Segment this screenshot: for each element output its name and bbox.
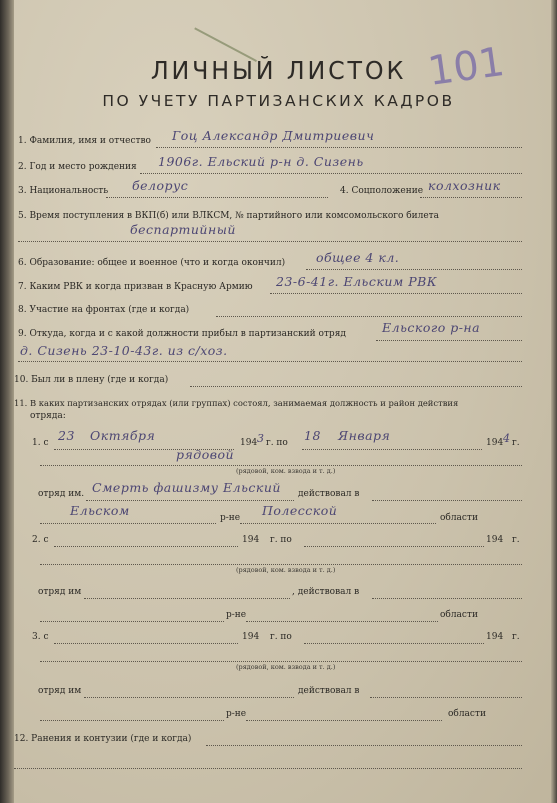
entry-1-acted-line (372, 500, 522, 501)
entry-3-detachment-label: отряд им (38, 686, 82, 696)
entry-3-from-line (54, 643, 238, 644)
field-9-label: 9. Откуда, когда и с какой должности прибыл в партизанский отряд (18, 329, 346, 339)
entry-2-region-label: области (440, 610, 478, 620)
entry-1-position: рядовой (176, 447, 235, 462)
entry-2-to-label: г. по (270, 535, 292, 545)
entry-2-g: г. (512, 535, 520, 545)
entry-1-detachment: Смерть фашизму Ельский (92, 480, 281, 495)
entry-1-district-line (40, 523, 216, 524)
field-6-label: 6. Образование: общее и военное (что и когда окончил) (18, 258, 286, 268)
entry-1-to-label: г. по (266, 438, 288, 448)
entry-2-region-line (246, 621, 438, 622)
entry-1-detachment-line (86, 500, 294, 501)
entry-3-region-label: области (448, 709, 486, 719)
entry-2-year-to-prefix: 194 (486, 535, 504, 545)
field-1-line (156, 147, 522, 148)
field-10-label: 10. Был ли в плену (где и когда) (14, 375, 169, 385)
field-4-line (420, 197, 522, 198)
field-9-value-1: Ельского р-на (382, 320, 481, 335)
entry-1-number: 1. с (32, 438, 49, 448)
entry-3-district-label: р-не (226, 709, 247, 719)
entry-3-district-line (40, 720, 224, 721)
entry-1-year-to: 4 (503, 432, 511, 445)
entry-3-g: г. (512, 632, 520, 642)
field-12-label: 12. Ранения и контузии (где и когда) (14, 734, 192, 744)
entry-2-detachment-label: отряд им (38, 587, 82, 597)
entry-3-number: 3. с (32, 632, 49, 642)
field-12-line (206, 745, 522, 746)
field-5-value: беспартийный (130, 222, 236, 237)
field-9-value-2: д. Сизень 23-10-43г. из с/хоз. (20, 343, 228, 358)
field-2-value: 1906г. Ельский р-н д. Сизень (158, 154, 364, 169)
entry-3-detachment-line (84, 697, 294, 698)
scan-edge-right (551, 0, 557, 803)
entry-1-position-hint: (рядовой, ком. взвода и т. д.) (236, 467, 336, 475)
entry-1-position-line (40, 465, 522, 466)
entry-3-year-prefix: 194 (242, 632, 260, 642)
entry-3-position-hint: (рядовой, ком. взвода и т. д.) (236, 663, 336, 671)
field-10-line (190, 386, 522, 387)
scan-edge-left (0, 0, 14, 803)
entry-2-district-label: р-не (226, 610, 247, 620)
entry-1-g: г. (512, 438, 520, 448)
entry-3-acted-label: действовал в (298, 686, 360, 696)
field-6-value: общее 4 кл. (316, 250, 400, 265)
field-3-value: белорус (132, 178, 189, 193)
entry-1-year-from: 3 (257, 432, 265, 445)
field-3-label: 3. Национальность (18, 186, 109, 196)
entry-1-district-label: р-не (220, 513, 241, 523)
entry-3-to-label: г. по (270, 632, 292, 642)
entry-2-year-prefix: 194 (242, 535, 260, 545)
field-1-label: 1. Фамилия, имя и отчество (18, 136, 151, 146)
entry-1-to-line (302, 449, 482, 450)
field-2-label: 2. Год и место рождения (18, 162, 137, 172)
field-7-value: 23-6-41г. Ельским РВК (276, 274, 437, 289)
field-8-line (216, 316, 522, 317)
field-5-line (18, 241, 522, 242)
field-7-label: 7. Каким РВК и когда призван в Красную Армию (18, 282, 253, 292)
entry-1-month-to: Января (338, 428, 391, 443)
entry-3-to-line (304, 643, 484, 644)
entry-1-region: Полесской (262, 503, 338, 518)
field-4-label: 4. Соцположение (340, 186, 424, 196)
entry-1-region-label: области (440, 513, 478, 523)
entry-1-month: Октября (90, 428, 156, 443)
field-12-line-2 (14, 768, 522, 769)
entry-3-region-line (246, 720, 442, 721)
entry-1-district: Ельском (70, 503, 130, 518)
form-title: ЛИЧНЫЙ ЛИСТОК (150, 56, 407, 85)
entry-1-detachment-label: отряд им. (38, 489, 85, 499)
field-1-value: Гоц Александр Дмитриевич (172, 128, 375, 143)
fold-mark (194, 0, 276, 62)
entry-2-position-line (40, 564, 522, 565)
entry-2-to-line (304, 546, 484, 547)
field-2-line (140, 173, 522, 174)
entry-2-acted-line (372, 598, 522, 599)
entry-2-from-line (54, 546, 238, 547)
entry-2-number: 2. с (32, 535, 49, 545)
field-4-value: колхозник (428, 178, 501, 193)
entry-2-district-line (40, 621, 224, 622)
entry-1-day: 23 (58, 428, 75, 443)
field-6-line (306, 269, 522, 270)
field-11-label: 11. В каких партизанских отрядах (или группах) состоял, занимаемая должность и район действия (14, 398, 459, 408)
field-9-line-2 (18, 361, 522, 362)
entry-3-position-line (40, 661, 522, 662)
field-5-label: 5. Время поступления в ВКП(б) или ВЛКСМ, № партийного или комсомольского билета (18, 211, 440, 221)
entry-1-acted-label: действовал в (298, 489, 360, 499)
entry-1-day-to: 18 (304, 428, 321, 443)
entry-2-detachment-line (84, 598, 290, 599)
field-3-line (106, 197, 328, 198)
field-9-line-1 (376, 340, 522, 341)
field-8-label: 8. Участие на фронтах (где и когда) (18, 305, 190, 315)
entry-1-region-line (240, 523, 436, 524)
field-11-label-2: отряда: (30, 411, 66, 421)
entry-2-position-hint: (рядовой, ком. взвода и т. д.) (236, 566, 336, 574)
entry-2-acted-label: , действовал в (292, 587, 360, 597)
field-7-line (270, 293, 522, 294)
entry-1-year-prefix: 194 (240, 438, 258, 448)
entry-3-acted-line (370, 697, 522, 698)
form-subtitle: ПО УЧЕТУ ПАРТИЗАНСКИХ КАДРОВ (102, 92, 455, 110)
entry-3-year-to-prefix: 194 (486, 632, 504, 642)
archive-number-stamp: 101 (425, 38, 508, 96)
entry-1-year-to-prefix: 194 (486, 438, 504, 448)
